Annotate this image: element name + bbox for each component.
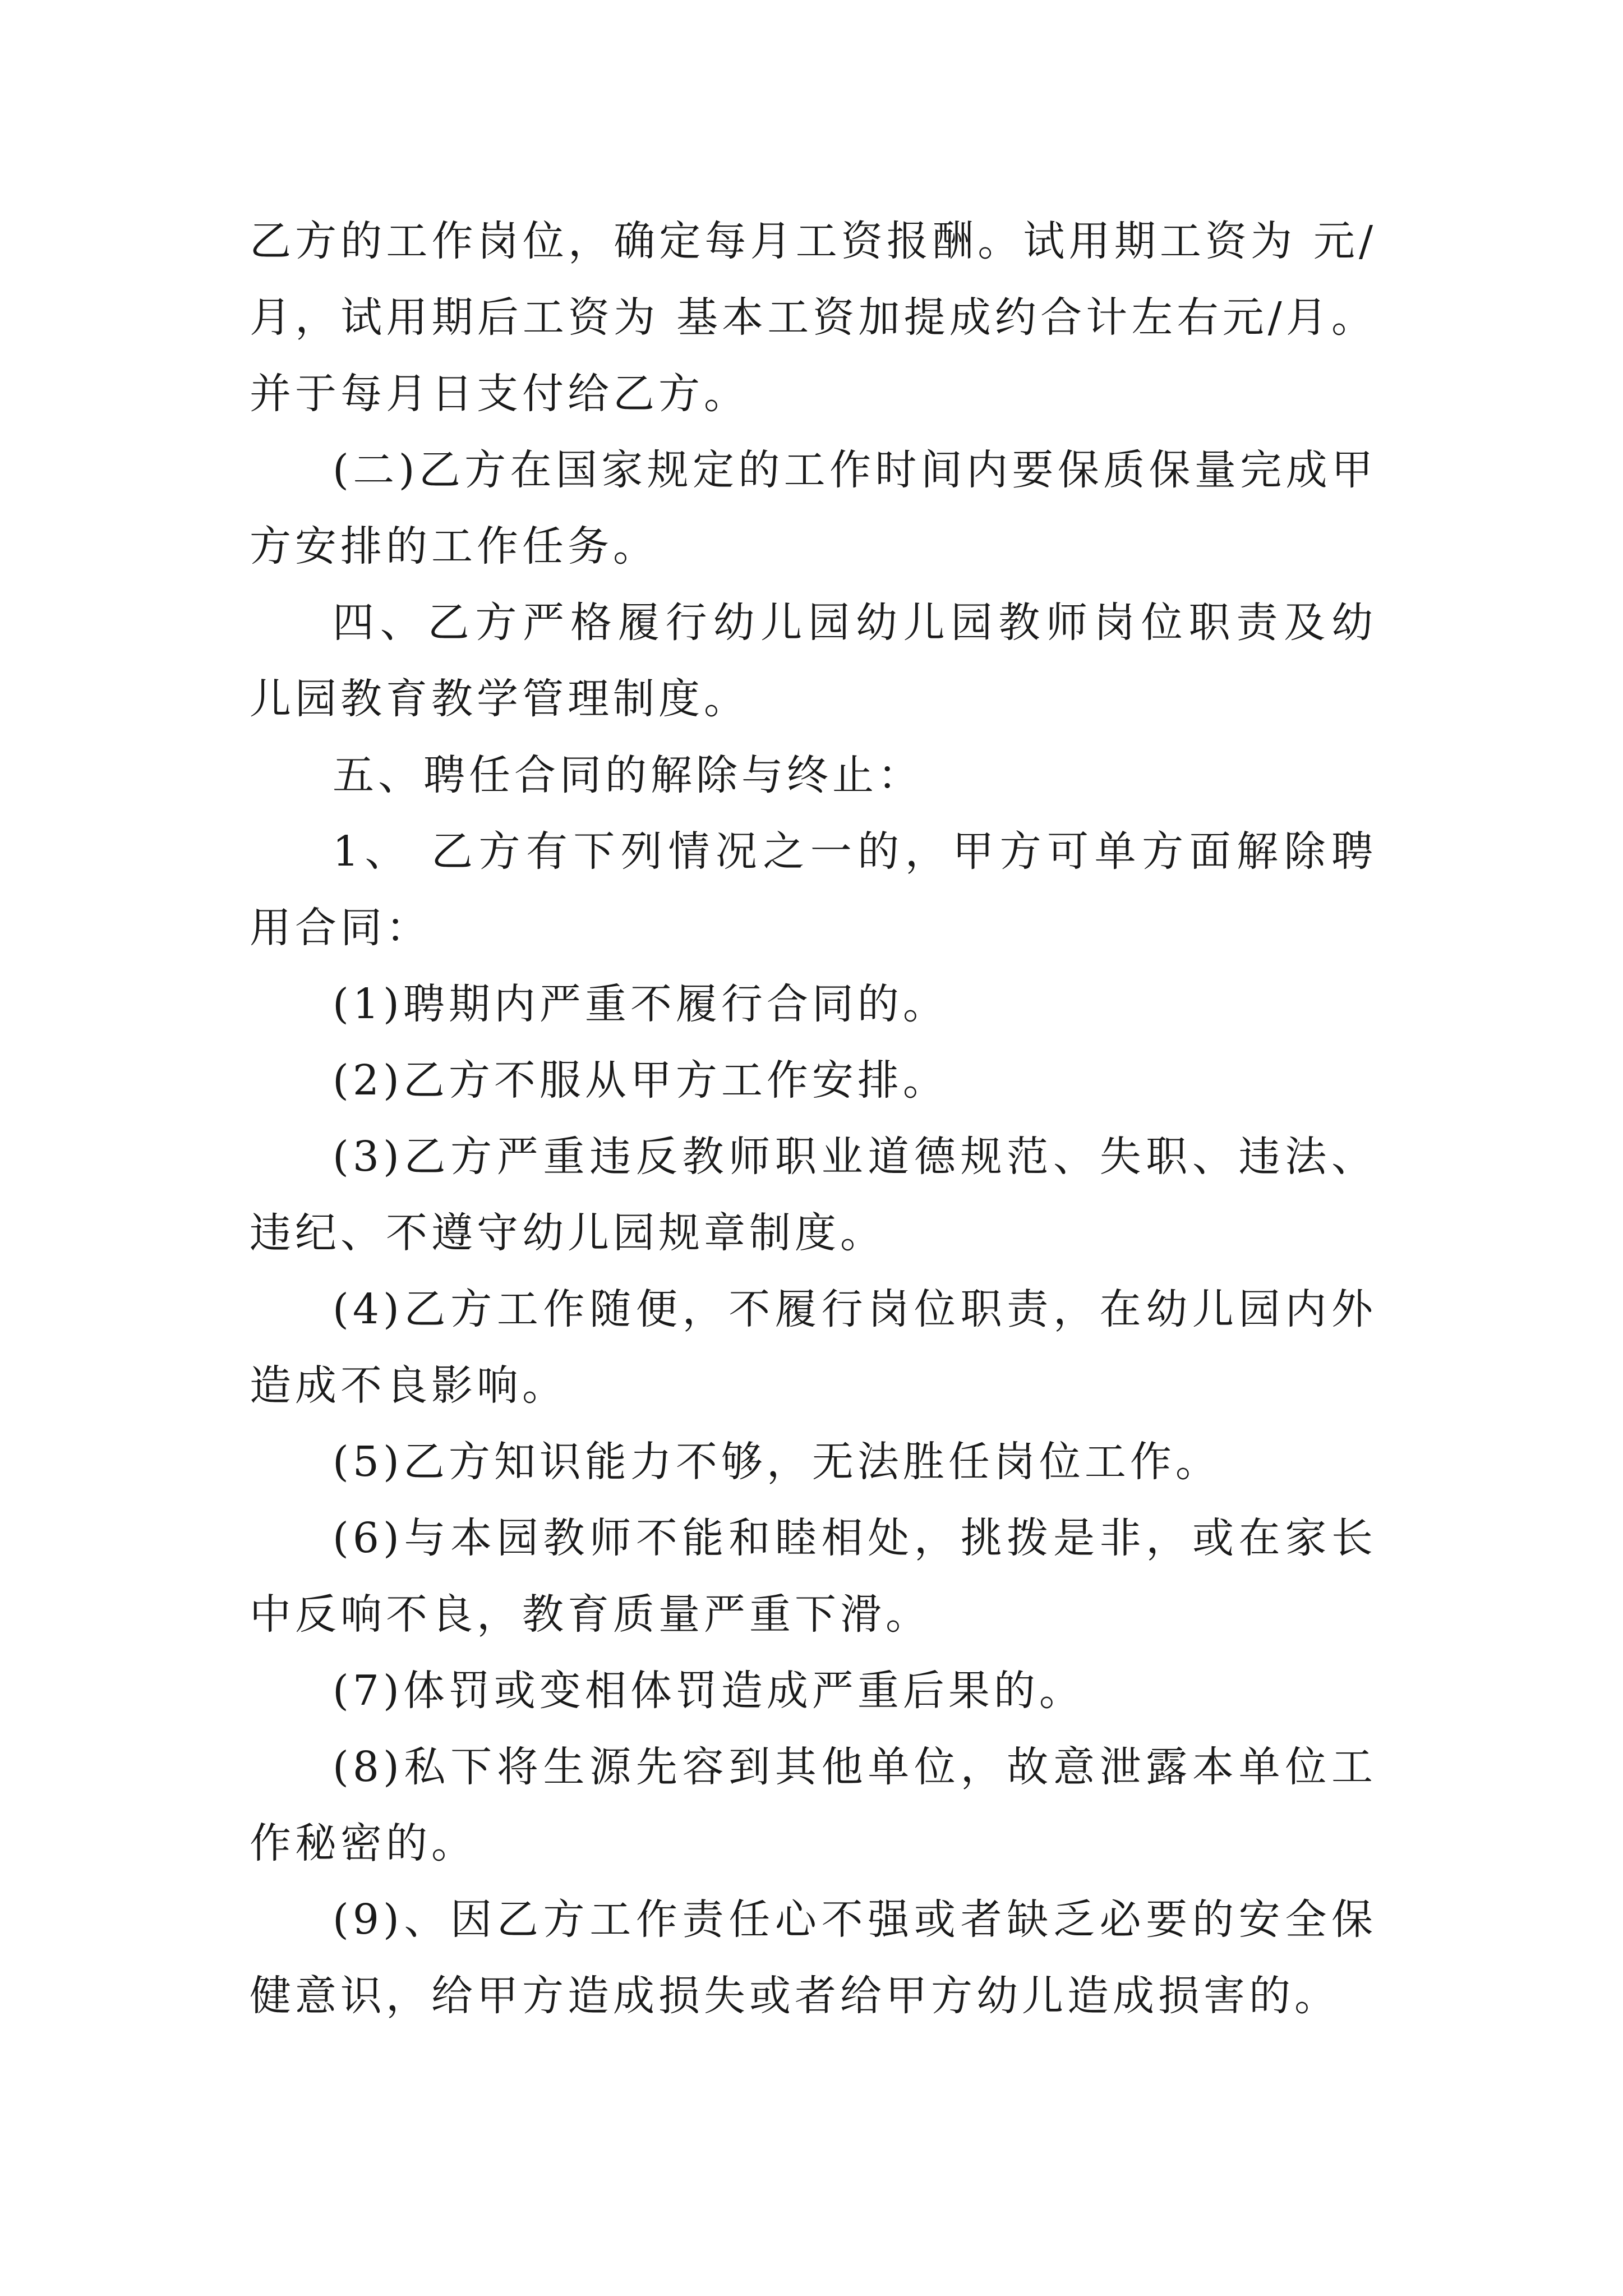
list-item-7: (7)体罚或变相体罚造成严重后果的。: [333, 1667, 1085, 1715]
paragraph-section-four: 四、乙方严格履行幼儿园幼儿园教师岗位职责及幼儿园教育教学管理制度。: [250, 599, 1377, 723]
list-item-5: (5)乙方知识能力不够，无法胜任岗位工作。: [333, 1438, 1221, 1486]
list-item-4: (4)乙方工作随便，不履行岗位职责，在幼儿园内外造成不良影响。: [250, 1285, 1377, 1410]
list-item-6: (6)与本园教师不能和睦相处，挑拨是非，或在家长中反响不良，教育质量严重下滑。: [250, 1514, 1377, 1639]
paragraph-clause-1: 1、 乙方有下列情况之一的，甲方可单方面解除聘用合同：: [250, 827, 1377, 952]
list-item-9: (9)、因乙方工作责任心不强或者缺乏必要的安全保健意识，给甲方造成损失或者给甲方幼儿造成损害的。: [250, 1895, 1377, 2020]
paragraph-section-five-heading: 五、聘任合同的解除与终止：: [333, 751, 923, 799]
document-body: [250, 203, 1377, 2034]
paragraph-salary-terms: 乙方的工作岗位，确定每月工资报酬。试用期工资为 元/月，试用期后工资为 基本工资加提成约合计左右元/月。并于每月日支付给乙方。: [250, 217, 1377, 418]
list-item-2: (2)乙方不服从甲方工作安排。: [333, 1056, 948, 1105]
list-item-1: (1)聘期内严重不履行合同的。: [333, 980, 948, 1028]
list-item-8: (8)私下将生源先容到其他单位，故意泄露本单位工作秘密的。: [250, 1743, 1377, 1867]
paragraph-work-tasks: (二)乙方在国家规定的工作时间内要保质保量完成甲方安排的工作任务。: [250, 446, 1377, 570]
list-item-3: (3)乙方严重违反教师职业道德规范、失职、违法、违纪、不遵守幼儿园规章制度。: [250, 1133, 1377, 1257]
